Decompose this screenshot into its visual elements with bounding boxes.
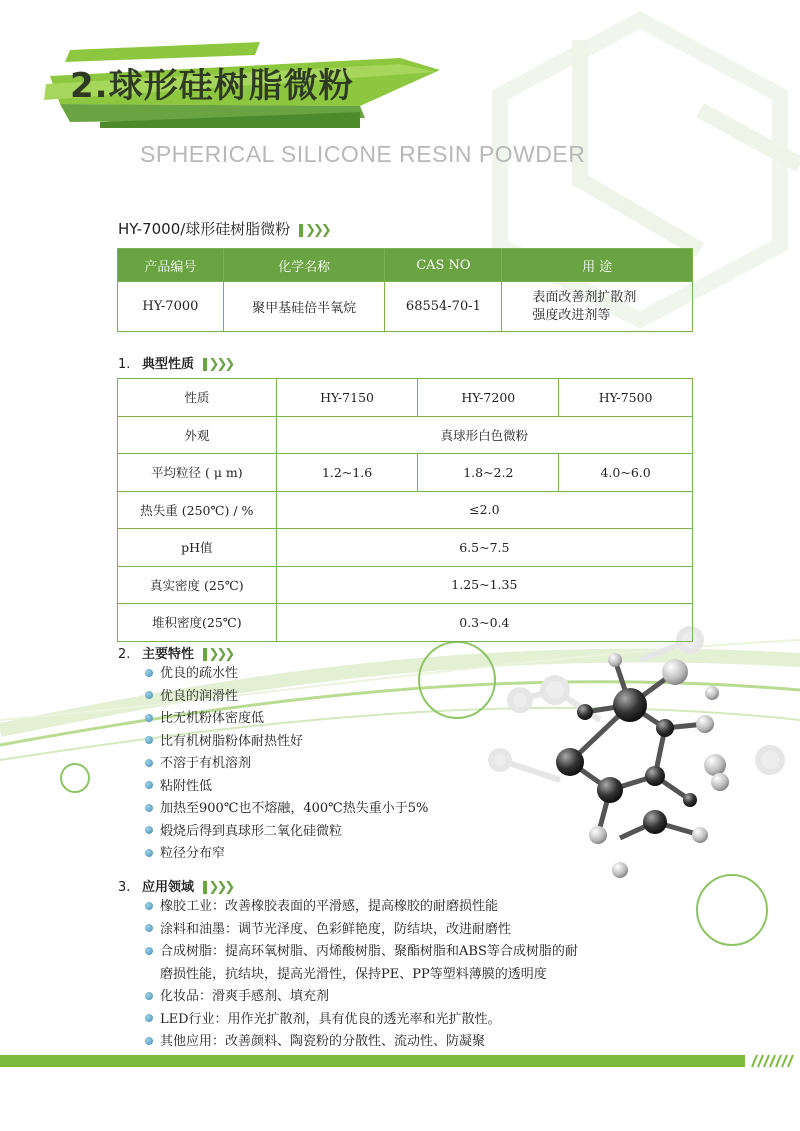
table-row bbox=[118, 454, 693, 492]
page-subtitle: SPHERICAL SILICONE RESIN POWDER bbox=[140, 141, 586, 167]
product-heading-text: HY-7000/球形硅树脂微粉 bbox=[118, 220, 291, 238]
property-label: 性质 bbox=[118, 379, 277, 417]
property-value: 6.5~7.5 bbox=[276, 529, 692, 567]
property-label: 堆积密度(25℃) bbox=[118, 604, 277, 642]
footer-bar bbox=[0, 1055, 745, 1067]
list-item: 加热至900℃也不熔融，400℃热失重小于5% bbox=[145, 798, 428, 821]
property-value: 1.25~1.35 bbox=[276, 566, 692, 604]
list-item: 优良的润滑性 bbox=[145, 686, 428, 709]
product-table-header bbox=[118, 249, 693, 282]
usage-cell bbox=[502, 282, 693, 332]
list-item: 煅烧后得到真球形二氧化硅微粒 bbox=[145, 821, 428, 844]
cas-number: 68554-70-1 bbox=[385, 282, 502, 332]
property-value: 真球形白色微粉 bbox=[276, 416, 692, 454]
applications-list bbox=[145, 896, 578, 1054]
list-item-continued: 磨损性能，抗结块，提高光滑性，保持PE、PP等塑料薄膜的透明度 bbox=[160, 966, 547, 982]
product-code: HY-7000 bbox=[118, 282, 224, 332]
list-item: 优良的疏水性 bbox=[145, 663, 428, 686]
grade-header: HY-7150 bbox=[276, 379, 418, 417]
section-heading-features bbox=[118, 643, 232, 662]
bullet-icon bbox=[145, 781, 153, 789]
bullet-icon bbox=[145, 947, 153, 955]
double-chevron-icon: ❯❯❯ bbox=[203, 357, 233, 372]
table-row bbox=[118, 491, 693, 529]
property-label: 热失重 (250℃) / % bbox=[118, 491, 277, 529]
section-heading-applications bbox=[118, 876, 232, 895]
bullet-icon bbox=[145, 1037, 153, 1045]
bullet-icon bbox=[145, 714, 153, 722]
column-header: 用 途 bbox=[502, 249, 693, 282]
product-heading bbox=[118, 218, 329, 239]
property-value: 4.0~6.0 bbox=[559, 454, 693, 492]
bullet-icon bbox=[145, 1014, 153, 1022]
property-label: 真实密度 (25℃) bbox=[118, 566, 277, 604]
section-number: 1. bbox=[118, 357, 131, 372]
bullet-icon bbox=[145, 902, 153, 910]
table-row bbox=[118, 604, 693, 642]
product-table bbox=[117, 248, 693, 332]
section-number: 2. bbox=[118, 647, 131, 662]
section-title: 典型性质 bbox=[142, 357, 195, 372]
property-label: 外观 bbox=[118, 416, 277, 454]
property-label: 平均粒径 ( μ m) bbox=[118, 454, 277, 492]
section-title: 应用领域 bbox=[142, 880, 195, 895]
list-item: LED行业：用作光扩散剂，具有优良的透光率和光扩散性。 bbox=[145, 1009, 578, 1032]
bullet-icon bbox=[145, 736, 153, 744]
double-chevron-icon: ❯❯❯ bbox=[203, 880, 233, 895]
bullet-icon bbox=[145, 691, 153, 699]
bullet-icon bbox=[145, 669, 153, 677]
property-value: 1.2~1.6 bbox=[276, 454, 418, 492]
bullet-icon bbox=[145, 924, 153, 932]
features-list bbox=[145, 663, 428, 866]
column-header: 产品编号 bbox=[118, 249, 224, 282]
section-number: 3. bbox=[118, 880, 131, 895]
list-item: 比有机树脂粉体耐热性好 bbox=[145, 731, 428, 754]
column-header: 化学名称 bbox=[223, 249, 385, 282]
bullet-icon bbox=[145, 826, 153, 834]
list-item: 化妆品：滑爽手感剂、填充剂 bbox=[145, 986, 578, 1009]
bullet-icon bbox=[145, 849, 153, 857]
table-row bbox=[118, 416, 693, 454]
list-item: 粒径分布窄 bbox=[145, 843, 428, 866]
list-item: 涂料和油墨：调节光泽度、色彩鲜艳度，防结块，改进耐磨性 bbox=[145, 919, 578, 942]
column-header: CAS NO bbox=[385, 249, 502, 282]
page-title: 2.球形硅树脂微粉 bbox=[70, 66, 354, 106]
double-chevron-icon: ❯❯❯ bbox=[203, 647, 233, 662]
property-value: 1.8~2.2 bbox=[418, 454, 559, 492]
usage-line: 表面改善剂扩散剂 bbox=[532, 289, 637, 305]
bullet-icon bbox=[145, 804, 153, 812]
table-row bbox=[118, 529, 693, 567]
usage-line: 强度改进剂等 bbox=[532, 307, 611, 323]
property-label: pH值 bbox=[118, 529, 277, 567]
bullet-icon bbox=[145, 992, 153, 1000]
bullet-icon bbox=[145, 759, 153, 767]
list-item: 其他应用：改善颜料、陶瓷粉的分散性、流动性、防凝聚 bbox=[145, 1031, 578, 1054]
list-item: 比无机粉体密度低 bbox=[145, 708, 428, 731]
list-item: 粘附性低 bbox=[145, 776, 428, 799]
table-row bbox=[118, 282, 693, 332]
list-item: 不溶于有机溶剂 bbox=[145, 753, 428, 776]
property-value: ≤2.0 bbox=[276, 491, 692, 529]
property-value: 0.3~0.4 bbox=[276, 604, 692, 642]
section-heading-properties bbox=[118, 353, 232, 372]
grade-header: HY-7200 bbox=[418, 379, 559, 417]
double-chevron-icon: ❯❯❯ bbox=[299, 221, 329, 239]
properties-table bbox=[117, 378, 693, 642]
list-item: 合成树脂：提高环氧树脂、丙烯酸树脂、聚酯树脂和ABS等合成树脂的耐 bbox=[145, 941, 578, 964]
grade-header: HY-7500 bbox=[559, 379, 693, 417]
list-item: 橡胶工业：改善橡胶表面的平滑感，提高橡胶的耐磨损性能 bbox=[145, 896, 578, 919]
table-row bbox=[118, 379, 693, 417]
table-row bbox=[118, 566, 693, 604]
section-title: 主要特性 bbox=[142, 647, 195, 662]
chemical-name: 聚甲基硅倍半氧烷 bbox=[223, 282, 385, 332]
